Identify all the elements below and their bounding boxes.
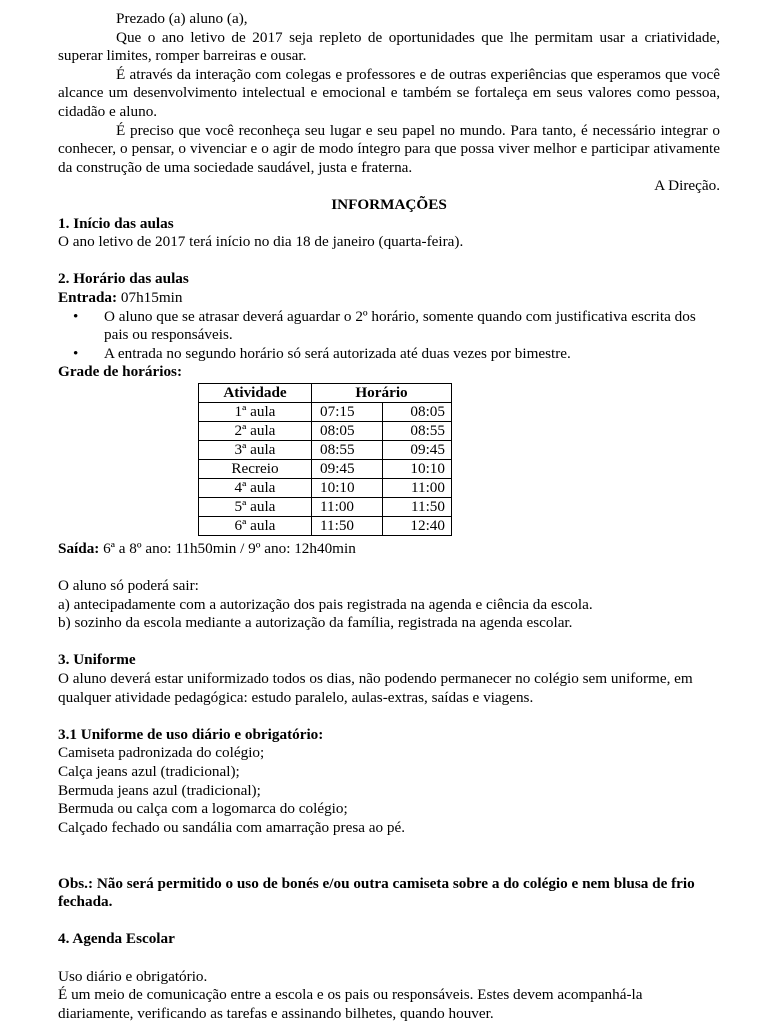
table-header-row xyxy=(199,383,452,402)
table-header-horario: Horário xyxy=(312,383,452,402)
spacer xyxy=(58,558,720,577)
list-item xyxy=(73,307,720,345)
table-cell-inicio: 10:10 xyxy=(312,478,383,497)
obs-note: Obs.: Não será permitido o uso de bonés e/ou outra camiseta sobre a do colégio e nem blusa de frio fechada. xyxy=(58,874,695,911)
uniform-item: Camiseta padronizada do colégio; xyxy=(58,744,265,762)
letter-greeting: Prezado (a) aluno (a), xyxy=(116,10,248,27)
section-4-heading: 4. Agenda Escolar xyxy=(58,930,175,948)
section-3-1-heading: 3.1 Uniforme de uso diário e obrigatório: xyxy=(58,725,324,743)
uniform-item: Calçado fechado ou sandália com amarração presa ao pé. xyxy=(58,818,406,836)
table-cell-inicio: 08:05 xyxy=(312,421,383,440)
table-row xyxy=(199,402,452,421)
spacer xyxy=(58,707,720,726)
saida-line xyxy=(58,540,720,559)
info-title: INFORMAÇÕES xyxy=(331,195,447,213)
table-row xyxy=(199,421,452,440)
table-cell-atividade: 5ª aula xyxy=(199,497,312,516)
bullet-icon: • xyxy=(73,344,79,362)
bullet-icon: • xyxy=(73,307,79,325)
sair-item-a: a) antecipadamente com a autorização dos pais registrada na agenda e ciência da escola. xyxy=(58,595,593,613)
section-2-heading: 2. Horário das aulas xyxy=(58,270,189,288)
table-cell-fim: 12:40 xyxy=(383,516,452,535)
table-row xyxy=(199,478,452,497)
table-cell-fim: 09:45 xyxy=(383,440,452,459)
table-cell-fim: 08:55 xyxy=(383,421,452,440)
table-cell-inicio: 09:45 xyxy=(312,459,383,478)
section-4-line-1: Uso diário e obrigatório. xyxy=(58,967,208,985)
table-cell-inicio: 08:55 xyxy=(312,440,383,459)
table-row xyxy=(199,459,452,478)
letter-signature: A Direção. xyxy=(654,177,720,195)
table-header-atividade: Atividade xyxy=(199,383,312,402)
entrada-value: 07h15min xyxy=(117,288,183,306)
uniform-item: Calça jeans azul (tradicional); xyxy=(58,763,240,780)
section-4-line-2: É um meio de comunicação entre a escola e os pais ou responsáveis. Estes devem acompanhá-la diariamente, verificando as tarefas e assinando bilhetes, quando houver. xyxy=(58,986,643,1022)
spacer xyxy=(58,837,720,856)
uniform-item: Bermuda ou calça com a logomarca do colégio; xyxy=(58,800,348,818)
table-cell-atividade: 6ª aula xyxy=(199,516,312,535)
table-cell-fim: 08:05 xyxy=(383,402,452,421)
uniform-item: Bermuda jeans azul (tradicional); xyxy=(58,781,261,799)
spacer xyxy=(58,856,720,875)
section-1-text: O ano letivo de 2017 terá início no dia 18 de janeiro (quarta-feira). xyxy=(58,233,464,251)
spacer xyxy=(58,949,720,968)
spacer xyxy=(58,633,720,652)
letter-paragraph-3: É preciso que você reconheça seu lugar e seu papel no mundo. Para tanto, é necessário integrar o conhecer, o pensar, o vivenciar e o agir de modo íntegro para que possa viver melhor e participar ativamente da construção de uma sociedade saudável, justa e fraterna. xyxy=(58,121,720,176)
saida-value: 6ª a 8º ano: 11h50min / 9º ano: 12h40min xyxy=(99,539,356,557)
table-row xyxy=(199,516,452,535)
schedule-table xyxy=(198,383,452,536)
sair-intro: O aluno só poderá sair: xyxy=(58,577,199,595)
letter-paragraph-1: Que o ano letivo de 2017 seja repleto de oportunidades que lhe permitam usar a criatividade, superar limites, romper barreiras e ousar. xyxy=(58,28,720,65)
bullet-text: A entrada no segundo horário só será autorizada até duas vezes por bimestre. xyxy=(104,344,571,362)
table-cell-fim: 10:10 xyxy=(383,459,452,478)
table-row xyxy=(199,440,452,459)
spacer xyxy=(58,912,720,931)
letter-paragraph-2: É através da interação com colegas e professores e de outras experiências que esperamos que você alcance um desenvolvimento intelectual e emocional e também se fortaleça em seus valores como pessoa, cidadão e aluno. xyxy=(58,65,720,120)
table-cell-atividade: 2ª aula xyxy=(199,421,312,440)
table-cell-atividade: Recreio xyxy=(199,459,312,478)
table-cell-inicio: 11:50 xyxy=(312,516,383,535)
bullet-text: O aluno que se atrasar deverá aguardar o 2º horário, somente quando com justificativa escrita dos pais ou responsáveis. xyxy=(104,307,696,344)
table-cell-fim: 11:50 xyxy=(383,497,452,516)
grade-label: Grade de horários: xyxy=(58,363,183,381)
entrada-label: Entrada: xyxy=(58,288,118,306)
spacer xyxy=(58,252,720,271)
saida-label: Saída: xyxy=(58,539,100,557)
table-cell-atividade: 4ª aula xyxy=(199,478,312,497)
table-row xyxy=(199,497,452,516)
entrada-line xyxy=(58,289,720,308)
section-3-text: O aluno deverá estar uniformizado todos os dias, não podendo permanecer no colégio sem uniforme, em qualquer atividade pedagógica: estudo paralelo, aulas-extras, saídas e viagens. xyxy=(58,670,693,706)
table-cell-fim: 11:00 xyxy=(383,478,452,497)
entrada-bullet-list xyxy=(58,308,720,364)
section-3-heading: 3. Uniforme xyxy=(58,651,136,669)
table-cell-atividade: 1ª aula xyxy=(199,402,312,421)
table-cell-inicio: 07:15 xyxy=(312,402,383,421)
section-1-heading: 1. Início das aulas xyxy=(58,214,174,232)
sair-item-b: b) sozinho da escola mediante a autorização da família, registrada na agenda escolar. xyxy=(58,614,573,632)
list-item xyxy=(73,344,720,364)
table-cell-inicio: 11:00 xyxy=(312,497,383,516)
table-cell-atividade: 3ª aula xyxy=(199,440,312,459)
document-page xyxy=(58,10,720,1023)
